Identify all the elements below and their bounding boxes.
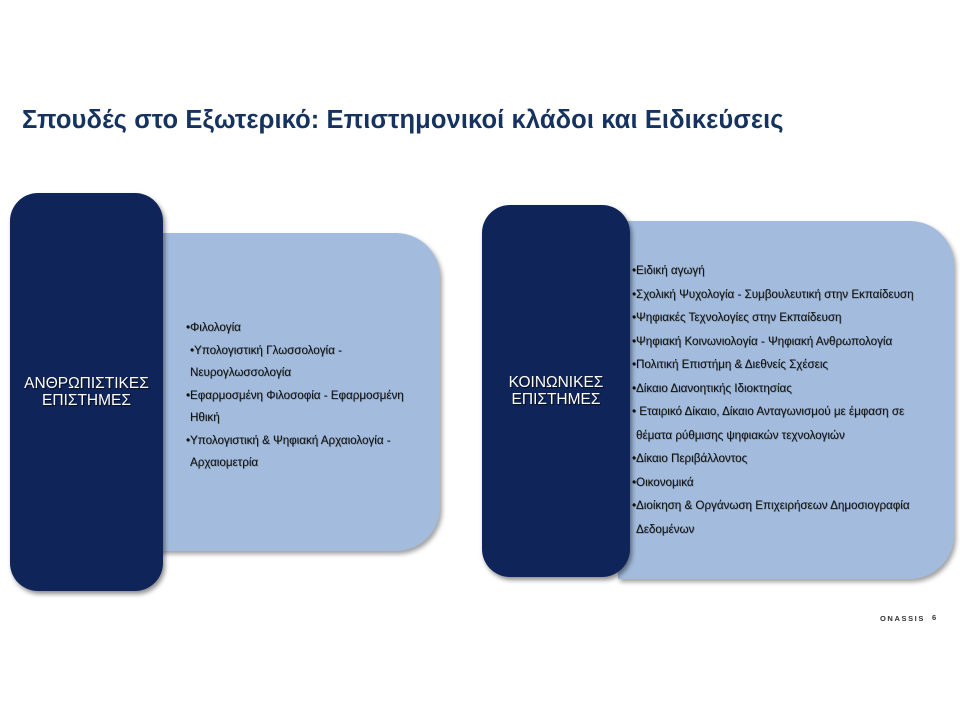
list-item: •Υπολογιστική Γλωσσολογία - (190, 343, 342, 357)
list-item: •Υπολογιστική & Ψηφιακή Αρχαιολογία - (186, 433, 391, 447)
slide-title: Σπουδές στο Εξωτερικό: Επιστημονικοί κλάδοι και Ειδικεύσεις (22, 106, 784, 134)
list-item: Δεδομένων (636, 522, 695, 536)
social-item-list (632, 259, 914, 541)
humanities-label-box (10, 193, 163, 591)
humanities-label (24, 375, 149, 409)
social-label (509, 374, 604, 408)
list-item: θέματα ρύθμισης ψηφιακών τεχνολογιών (636, 428, 845, 442)
humanities-item-list (186, 317, 404, 475)
list-item: • Εταιρικό Δίκαιο, Δίκαιο Ανταγωνισμού με έμφαση σε (632, 405, 905, 418)
list-item: •Διοίκηση & Οργάνωση Επιχειρήσεων Δημοσιογραφία (632, 499, 910, 512)
list-item: •Πολιτική Επιστήμη & Διεθνείς Σχέσεις (632, 358, 829, 371)
list-item: •Ψηφιακές Τεχνολογίες στην Εκπαίδευση (632, 311, 842, 324)
humanities-detail-panel (148, 233, 440, 551)
list-item: •Δίκαιο Περιβάλλοντος (632, 452, 748, 465)
list-item: •Εφαρμοσμένη Φιλοσοφία - Εφαρμοσμένη (186, 388, 404, 402)
social-label-line2: ΕΠΙΣΤΗΜΕΣ (511, 391, 601, 408)
humanities-label-line2: ΕΠΙΣΤΗΜΕΣ (42, 392, 131, 409)
social-label-box (482, 205, 630, 577)
social-label-line1: ΚΟΙΝΩΝΙΚΕΣ (508, 374, 604, 391)
list-item: Νευρογλωσσολογία (190, 366, 292, 379)
list-item: •Σχολική Ψυχολογία - Συμβουλευτική στην Εκπαίδευση (632, 287, 914, 301)
list-item: Ηθική (190, 411, 220, 424)
humanities-label-line1: ΑΝΘΡΩΠΙΣΤΙΚΕΣ (24, 375, 149, 392)
social-detail-panel (618, 221, 954, 579)
list-item: •Δίκαιο Διανοητικής Ιδιοκτησίας (632, 381, 792, 395)
list-item: •Ψηφιακή Κοινωνιολογία - Ψηφιακή Ανθρωπολογία (632, 334, 893, 348)
page-number: 6 (932, 613, 937, 622)
list-item: Αρχαιομετρία (190, 456, 259, 469)
list-item: •Ειδική αγωγή (632, 264, 705, 277)
list-item: •Οικονομικά (632, 475, 694, 489)
list-item: •Φιλολογία (186, 321, 241, 334)
onassis-logo: ONASSIS (880, 614, 925, 623)
